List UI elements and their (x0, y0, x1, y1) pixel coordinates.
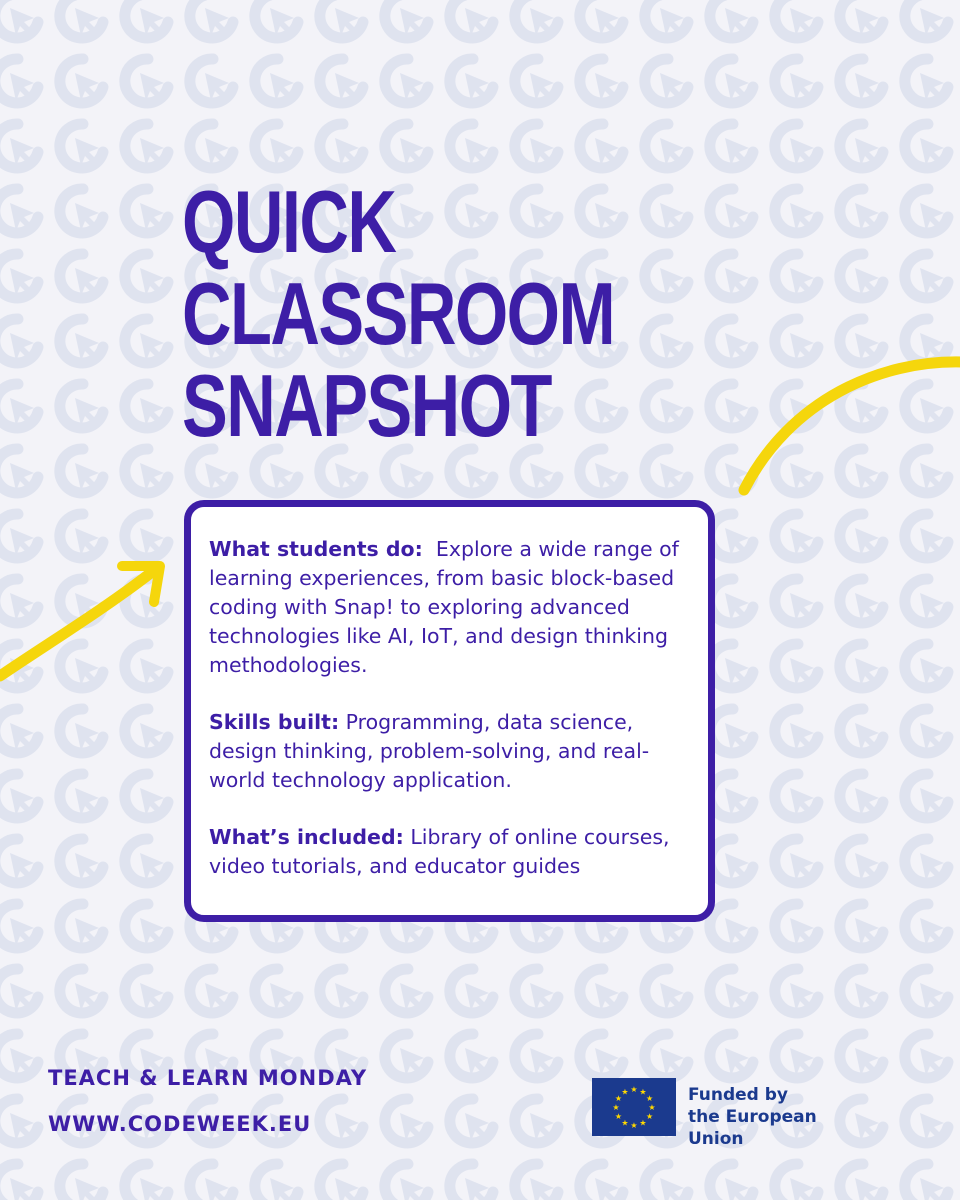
footer-tagline: TEACH & LEARN MONDAY (48, 1066, 368, 1090)
title-line-1: QUICK (182, 172, 396, 271)
eu-star-icon: ★ (614, 1094, 622, 1103)
students-paragraph (209, 535, 694, 680)
skills-label: Skills built: (209, 710, 340, 734)
title-line-3: SNAPSHOT (182, 356, 551, 455)
footer-website-link[interactable]: WWW.CODEWEEK.EU (48, 1112, 312, 1136)
eu-star-icon: ★ (639, 1118, 647, 1128)
eu-star-icon: ★ (614, 1112, 622, 1121)
eu-star-icon: ★ (612, 1103, 620, 1112)
skills-paragraph (209, 708, 694, 795)
included-label: What’s included: (209, 825, 404, 849)
footer (48, 1066, 367, 1158)
info-card (184, 500, 715, 922)
eu-funding-badge (592, 1078, 872, 1149)
eu-star-icon: ★ (630, 1121, 638, 1130)
eu-funding-text (688, 1084, 872, 1150)
yellow-arrow-left (0, 552, 180, 692)
yellow-arc-right (730, 340, 960, 510)
eu-star-icon: ★ (646, 1094, 654, 1103)
students-text: Explore a wide range of learning experiences, from basic block-based coding with Snap! to exploring advanced technologies like AI, IoT, and design thinking methodologies. (209, 537, 686, 677)
included-text: Library of online courses, video tutorials, and educator guides (209, 825, 677, 878)
eu-star-icon: ★ (621, 1087, 629, 1097)
eu-line-2: the European Union (688, 1107, 817, 1149)
eu-star-icon: ★ (648, 1103, 656, 1112)
eu-star-icon: ★ (639, 1087, 647, 1097)
page-title (182, 172, 615, 455)
eu-line-1: Funded by (688, 1085, 789, 1105)
title-line-2: CLASSROOM (182, 264, 615, 363)
eu-star-icon: ★ (621, 1118, 629, 1128)
students-label: What students do: (209, 537, 423, 561)
eu-star-icon: ★ (630, 1085, 638, 1094)
eu-flag-icon (592, 1078, 676, 1136)
included-paragraph (209, 823, 694, 881)
eu-star-icon: ★ (646, 1112, 654, 1121)
skills-text: Programming, data science, design thinking, problem-solving, and real-world technology application. (209, 710, 650, 792)
